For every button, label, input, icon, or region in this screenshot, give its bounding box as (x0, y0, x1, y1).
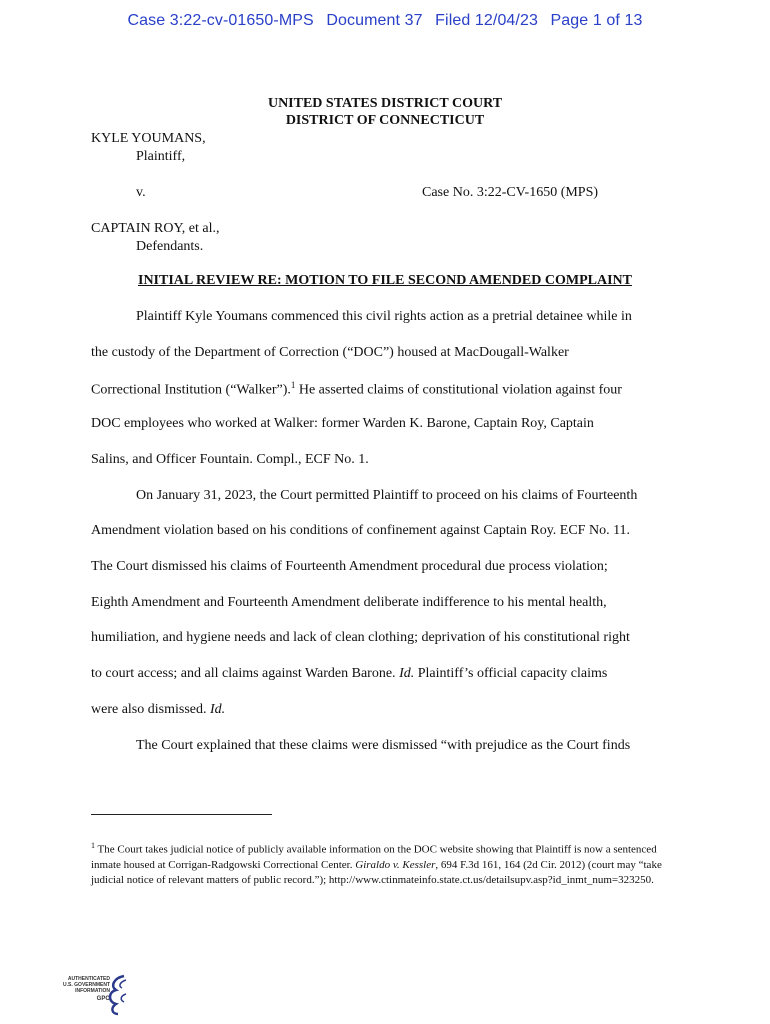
versus-label: v. (136, 185, 146, 200)
body-line: were also dismissed. Id. (91, 702, 226, 717)
ecf-header-stamp (0, 12, 770, 30)
body-line: Plaintiff Kyle Youmans commenced this civil rights action as a pretrial detainee while in (136, 309, 632, 324)
body-line: the custody of the Department of Correction (“DOC”) housed at MacDougall-Walker (91, 345, 569, 360)
case-number: Case No. 3:22-CV-1650 (MPS) (422, 185, 599, 200)
case-citation: Giraldo v. Kessler (355, 858, 436, 871)
defendant-role: Defendants. (136, 239, 204, 254)
body-line: Correctional Institution (“Walker”).$^1$ He asserted claims of constitutional violation against four (91, 380, 622, 398)
document-title: INITIAL REVIEW RE: MOTION TO FILE SECOND AMENDED COMPLAINT (138, 273, 632, 288)
footnote-marker: 1 (91, 841, 95, 850)
court-district: DISTRICT OF CONNECTICUT (285, 113, 485, 128)
body-line: Amendment violation based on his conditions of confinement against Captain Roy. ECF No. 11. (91, 523, 631, 538)
plaintiff-role: Plaintiff, (136, 149, 186, 164)
body-line: DOC employees who worked at Walker: former Warden K. Barone, Captain Roy, Captain (91, 416, 594, 431)
gpo-authentication-seal: AUTHENTICATED U.S. GOVERNMENT INFORMATION GPO (40, 970, 130, 1020)
page-number-stamp: Page 1 of 13 (550, 12, 643, 29)
footnote-divider (91, 814, 272, 815)
body-line: Salins, and Officer Fountain. Compl., ECF No. 1. (91, 452, 369, 467)
defendant-name: CAPTAIN ROY, et al., (91, 221, 220, 236)
body-line: The Court dismissed his claims of Fourteenth Amendment procedural due process violation; (91, 559, 608, 574)
court-heading (0, 95, 770, 129)
footnote-reference[interactable]: 1 (290, 380, 296, 390)
body-line: The Court explained that these claims were dismissed “with prejudice as the Court finds (136, 738, 631, 753)
eagle-icon (104, 972, 130, 1016)
document-number-stamp: Document 37 (326, 12, 423, 29)
filed-date-stamp: Filed 12/04/23 (435, 12, 538, 29)
body-line: humiliation, and hygiene needs and lack of clean clothing; deprivation of his constitutional right (91, 630, 630, 645)
footnote: $^1$ The Court takes judicial notice of publicly available information on the DOC website showing that Plaintiff is now a sentenced inmate housed at Corrigan-Radgowski Correctional Center. Giraldo v. Kessler, 694 F.3d 161, 164 (2d Cir. 2012) (court may “take judicial notice of relevant matters of public record.”); http://www.ctinmateinfo.state.ct.us/detailsupv.asp?id_inmt_num=323250. (91, 841, 662, 886)
body-line: On January 31, 2023, the Court permitted Plaintiff to proceed on his claims of Fourteenth (136, 488, 638, 503)
plaintiff-name: KYLE YOUMANS, (91, 131, 206, 146)
body-line: Eighth Amendment and Fourteenth Amendment deliberate indifference to his mental health, (91, 595, 607, 610)
body-line: to court access; and all claims against Warden Barone. Id. Plaintiff’s official capacity claims (91, 666, 608, 681)
court-name: UNITED STATES DISTRICT COURT (267, 96, 503, 111)
case-number-stamp: Case 3:22-cv-01650-MPS (127, 12, 314, 29)
